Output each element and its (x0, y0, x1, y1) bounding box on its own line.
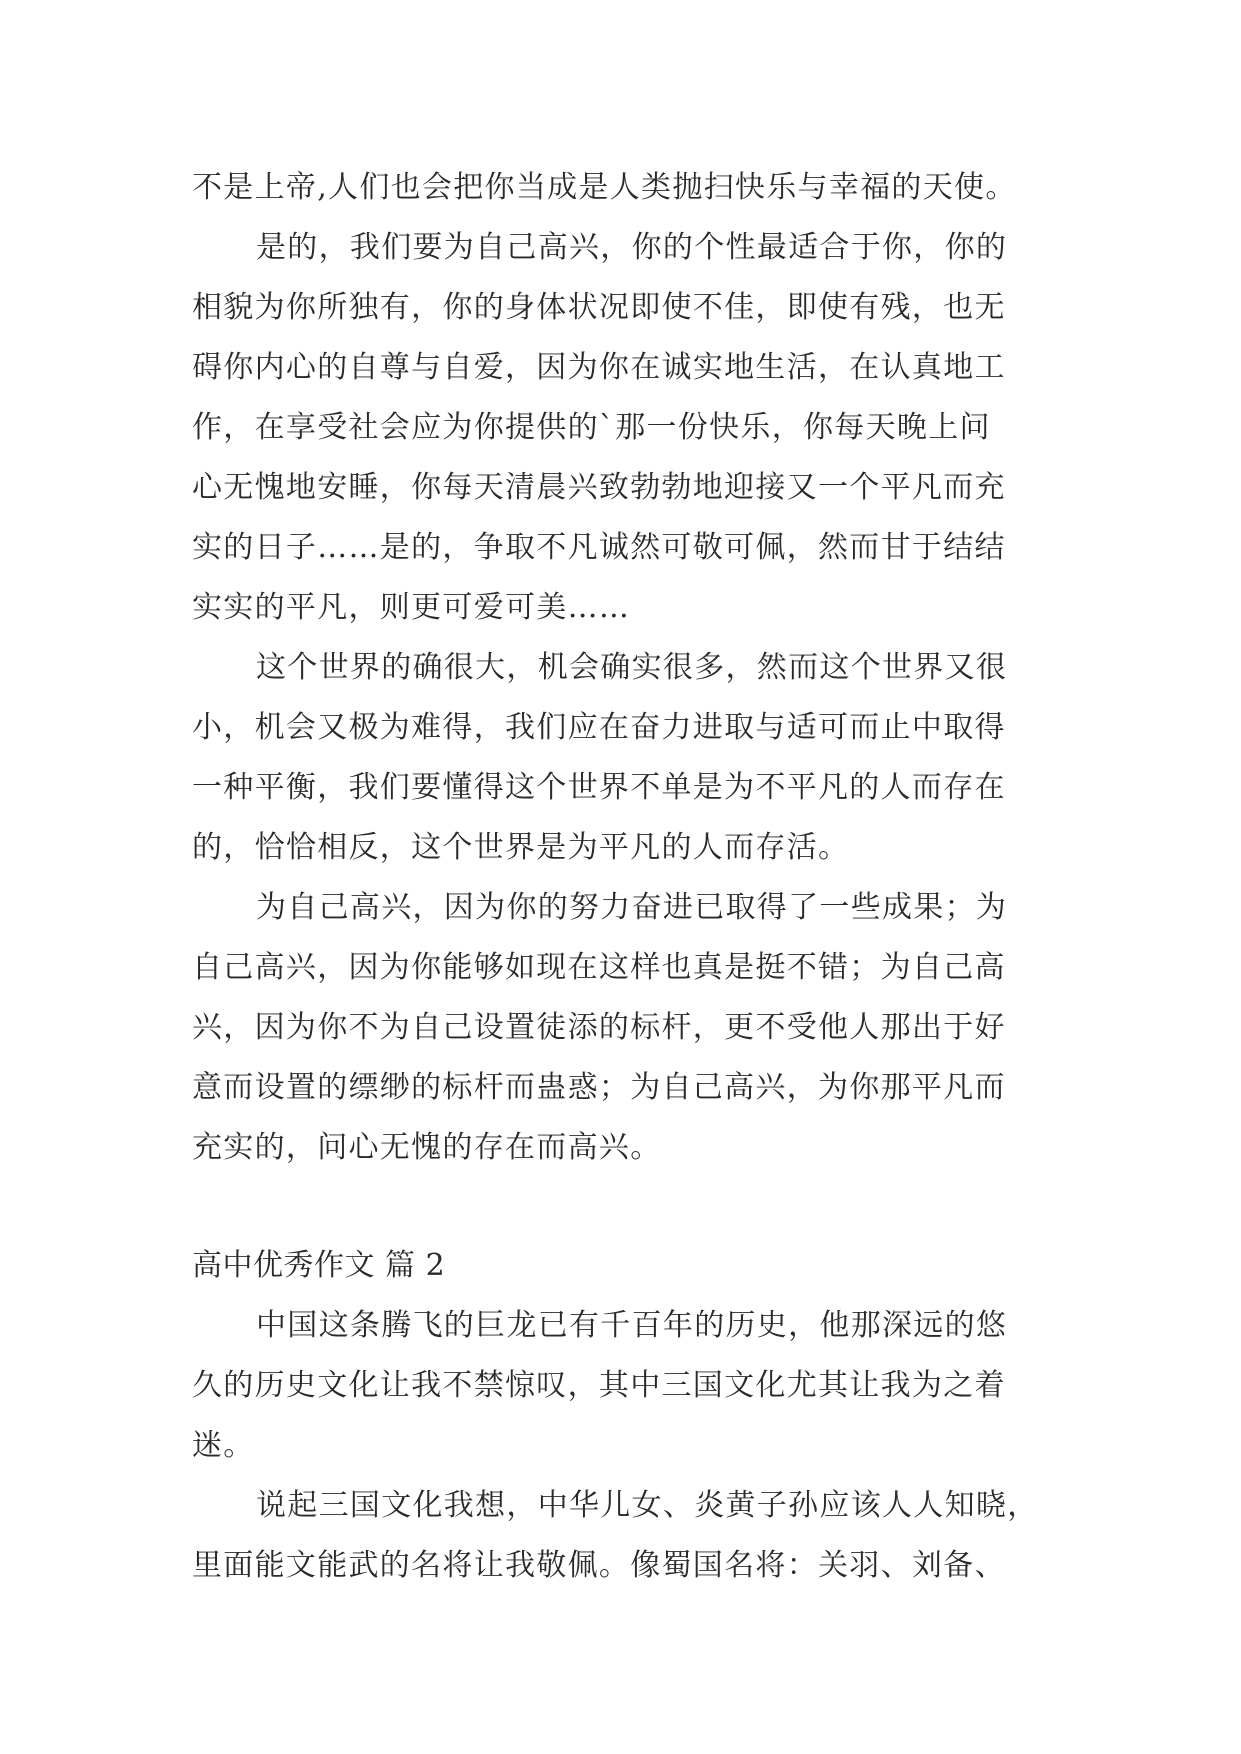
text-line: 兴，因为你不为自己设置徒添的标杆，更不受他人那出于好 (192, 1010, 1006, 1045)
text-line: 碍你内心的自尊与自爱，因为你在诚实地生活，在认真地工 (192, 350, 1006, 385)
text-line: 实实的平凡，则更可爱可美…… (192, 590, 631, 625)
text-line: 意而设置的缥缈的标杆而蛊惑；为自己高兴，为你那平凡而 (192, 1070, 1006, 1105)
text-line: 这个世界的确很大，机会确实很多，然而这个世界又很 (256, 650, 1008, 685)
text-line: 久的历史文化让我不禁惊叹，其中三国文化尤其让我为之着 (192, 1368, 1006, 1403)
text-line: 的，恰恰相反，这个世界是为平凡的人而存活。 (192, 830, 850, 865)
text-line: 里面能文能武的名将让我敬佩。像蜀国名将：关羽、刘备、 (192, 1548, 1006, 1583)
text-line: 是的，我们要为自己高兴，你的个性最适合于你，你的 (256, 230, 1008, 265)
text-line: 小，机会又极为难得，我们应在奋力进取与适可而止中取得 (192, 710, 1006, 745)
text-line: 为自己高兴，因为你的努力奋进已取得了一些成果；为 (256, 890, 1008, 925)
text-line: 说起三国文化我想，中华儿女、炎黄子孙应该人人知晓， (256, 1488, 1039, 1523)
section-heading: 高中优秀作文 篇 2 (192, 1248, 446, 1283)
text-line: 自己高兴，因为你能够如现在这样也真是挺不错；为自己高 (192, 950, 1006, 985)
text-line: 充实的，问心无愧的存在而高兴。 (192, 1130, 662, 1165)
text-line: 作，在享受社会应为你提供的`那一份快乐，你每天晚上问 (192, 410, 991, 445)
text-line: 一种平衡，我们要懂得这个世界不单是为不平凡的人而存在 (192, 770, 1006, 805)
text-line: 实的日子……是的，争取不凡诚然可敬可佩，然而甘于结结 (192, 530, 1006, 565)
text-line: 中国这条腾飞的巨龙已有千百年的历史，他那深远的悠 (256, 1308, 1008, 1343)
text-line: 心无愧地安睡，你每天清晨兴致勃勃地迎接又一个平凡而充 (192, 470, 1006, 505)
text-line: 相貌为你所独有，你的身体状况即使不佳，即使有残，也无 (192, 290, 1006, 325)
text-line: 不是上帝,人们也会把你当成是人类抛扫快乐与幸福的天使。 (192, 170, 1017, 205)
text-line: 迷。 (192, 1428, 255, 1463)
